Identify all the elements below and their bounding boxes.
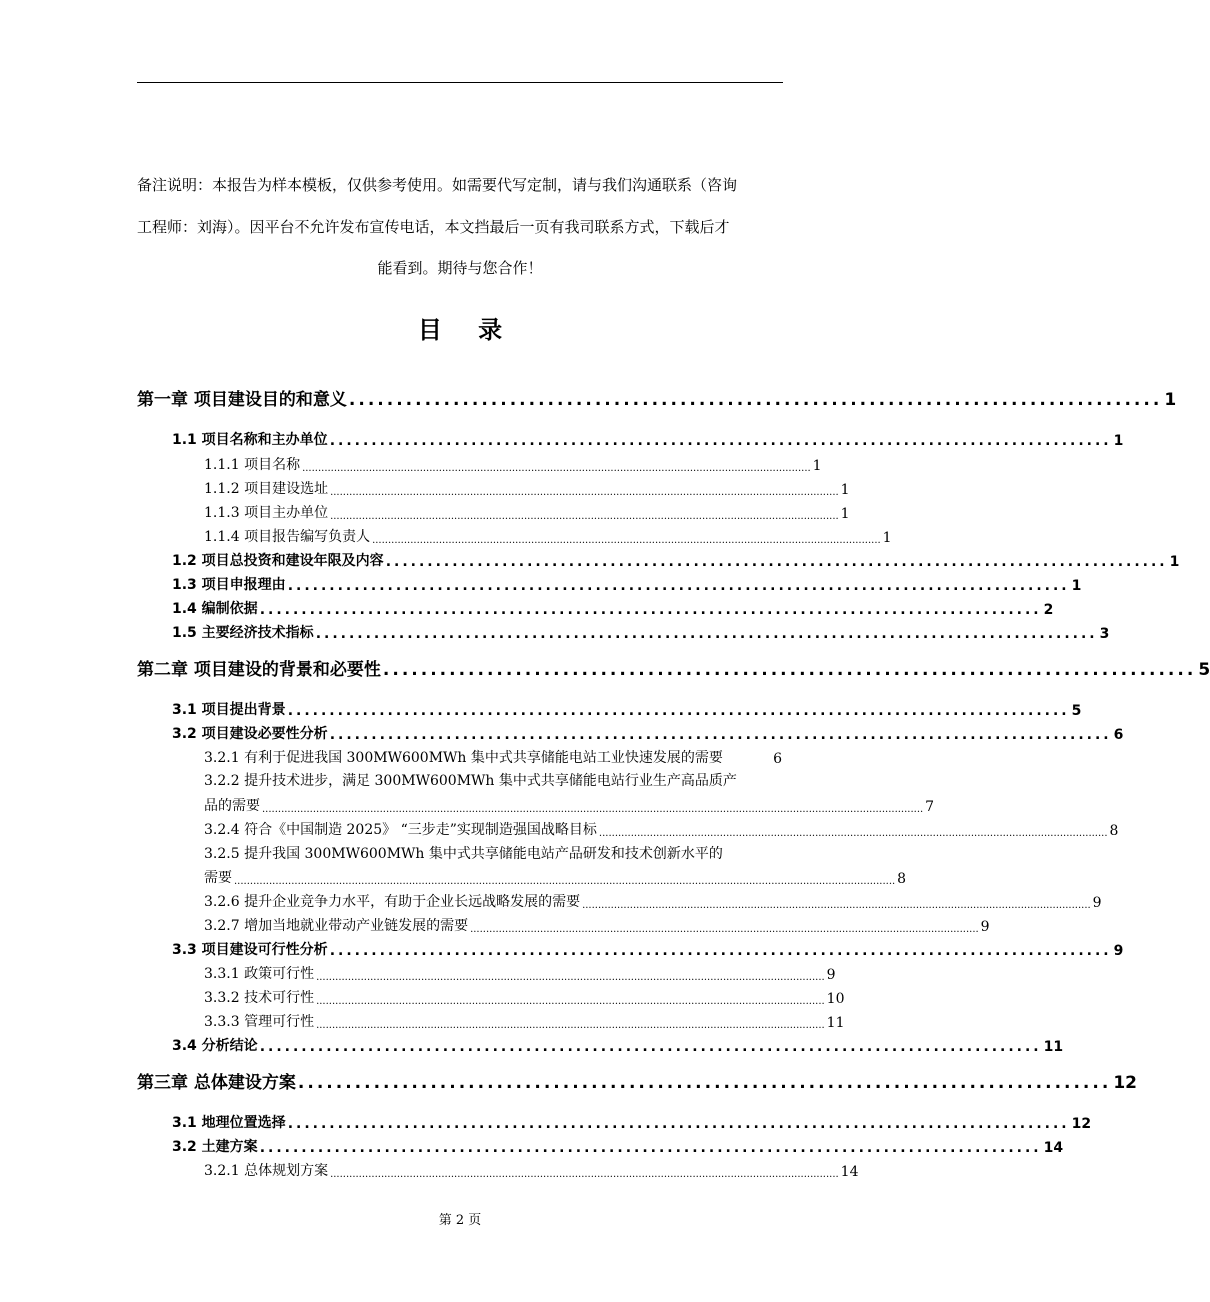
page-footer: 第 2 页 [438, 1213, 482, 1228]
toc-entry-3-2-6[interactable] [204, 891, 1102, 911]
toc-entry-3-1-location[interactable] [172, 1112, 1092, 1132]
toc-page-number: 10 [826, 991, 845, 1007]
toc-page-number: 9 [826, 967, 836, 983]
toc-entry-3-2-1[interactable] [204, 747, 782, 767]
toc-entry-title: 3.3.1 政策可行性 [204, 966, 315, 982]
toc-entry-title: 1.5 主要经济技术指标 [172, 625, 314, 641]
toc-entry-title: 3.2.7 增加当地就业带动产业链发展的需要 [204, 918, 469, 934]
toc-page-number: 9 [980, 919, 990, 935]
toc-entry-title: 3.3.3 管理可行性 [204, 1014, 315, 1030]
toc-entry-title: 1.1.2 项目建设选址 [204, 481, 329, 497]
toc-leader: ................................................................................................................................................................ [598, 828, 1108, 839]
toc-entry-3-3[interactable] [172, 939, 1124, 959]
toc-entry-1-3[interactable] [172, 574, 1082, 594]
toc-page-number: 3 [1099, 626, 1110, 642]
toc-entry-3-2-2-line-1[interactable]: 3.2.2 提升技术进步，满足 300MW600MWh 集中式共享储能电站行业生产高品质产 [204, 773, 737, 789]
toc-leader: .............................................................................................. [259, 1039, 1042, 1055]
toc-entry-1-1-3[interactable] [204, 502, 850, 522]
toc-page-number: 1 [1169, 554, 1180, 570]
toc-page-number: 1 [812, 458, 822, 474]
toc-entry-1-5[interactable] [172, 622, 1110, 642]
toc-entry-1-1-1[interactable] [204, 454, 822, 474]
toc-page-number: 6 [773, 751, 782, 767]
toc-leader: .............................................................................................. [259, 1140, 1042, 1156]
note-line-2: 工程师：刘海）。因平台不允许发布宣传电话，本文挡最后一页有我司联系方式，下载后才 [137, 218, 730, 236]
toc-leader: .............................................................................................. [329, 727, 1112, 743]
toc-leader: .............................................................................................. [329, 433, 1112, 449]
toc-entry-title: 1.2 项目总投资和建设年限及内容 [172, 553, 384, 569]
toc-page-number: 14 [1043, 1140, 1064, 1156]
toc-entry-3-4[interactable] [172, 1035, 1064, 1055]
toc-entry-title: 第一章 项目建设目的和意义 [137, 390, 347, 410]
toc-page-number: 5 [1071, 703, 1082, 719]
toc-page-number: 14 [840, 1164, 859, 1180]
toc-leader: .............................................................................................. [329, 943, 1112, 959]
toc-entry-chapter-2[interactable] [137, 655, 1210, 680]
toc-entry-3-2-civil[interactable] [172, 1136, 1064, 1156]
toc-entry-title: 1.3 项目申报理由 [172, 577, 286, 593]
toc-entry-3-2-4[interactable] [204, 819, 1119, 839]
toc-leader: ...................................................................................... [348, 390, 1163, 410]
toc-entry-title: 3.2.1 有利于促进我国 300MW600MWh 集中式共享储能电站工业快速发展的需要 [204, 750, 723, 766]
toc-entry-1-1[interactable] [172, 429, 1124, 449]
toc-leader: ................................................................................................................................................................ [470, 924, 979, 935]
toc-page-number: 9 [1092, 895, 1102, 911]
toc-entry-title: 第三章 总体建设方案 [137, 1073, 296, 1093]
toc-leader: ...................................................................................... [382, 660, 1197, 680]
toc-entry-3-1[interactable] [172, 699, 1082, 719]
toc-entry-1-1-4[interactable] [204, 526, 892, 546]
toc-entry-title: 需要 [204, 870, 232, 886]
toc-entry-3-2-7[interactable] [204, 915, 990, 935]
toc-entry-chapter-1[interactable] [137, 385, 1177, 410]
toc-leader: .............................................................................................. [315, 626, 1098, 642]
toc-entry-3-3-2[interactable] [204, 987, 845, 1007]
toc-page-number: 7 [925, 799, 935, 815]
toc-page-number: 1 [1164, 390, 1177, 410]
toc-leader: ................................................................................................................................................................ [316, 972, 825, 983]
toc-leader: ................................................................................................................................................................ [330, 511, 839, 522]
toc-leader: ................................................................................................................................................................ [582, 900, 1091, 911]
toc-entry-title: 3.1 项目提出背景 [172, 702, 286, 718]
toc-leader: ................................................................................................................................................................ [372, 535, 881, 546]
toc-page-number: 11 [1043, 1039, 1064, 1055]
toc-leader: ................................................................................................................................................................ [316, 1020, 825, 1031]
toc-entry-1-2[interactable] [172, 550, 1180, 570]
toc-entry-1-4[interactable] [172, 598, 1054, 618]
toc-entry-3-3-1[interactable] [204, 963, 836, 983]
toc-entry-3-2-1-plan[interactable] [204, 1160, 859, 1180]
toc-page-number: 8 [897, 871, 907, 887]
toc-entry-title: 1.4 编制依据 [172, 601, 258, 617]
toc-leader: ................................................................................................................................................................ [330, 1169, 839, 1180]
header-rule [137, 82, 783, 83]
toc-page-number: 9 [1113, 943, 1124, 959]
toc-leader: .............................................................................................. [287, 703, 1070, 719]
note-line-3: 能看到。期待与您合作！ [377, 259, 543, 277]
toc-entry-title: 1.1.1 项目名称 [204, 457, 301, 473]
toc-entry-3-2-2[interactable] [204, 795, 935, 815]
toc-entry-title: 3.2 项目建设必要性分析 [172, 726, 328, 742]
toc-page-number: 11 [826, 1015, 845, 1031]
toc-entry-1-1-2[interactable] [204, 478, 850, 498]
toc-page-number: 1 [840, 482, 850, 498]
toc-title: 目 录 [417, 316, 517, 344]
toc-page-number: 1 [1071, 578, 1082, 594]
toc-entry-title: 3.1 地理位置选择 [172, 1115, 286, 1131]
toc-entry-title: 品的需要 [204, 798, 260, 814]
toc-leader: .............................................................................................. [287, 578, 1070, 594]
toc-leader: ................................................................................................................................................................ [302, 463, 811, 474]
note-line-1: 备注说明：本报告为样本模板，仅供参考使用。如需要代写定制，请与我们沟通联系（咨询 [137, 176, 738, 194]
toc-entry-3-2-5-line-1[interactable]: 3.2.5 提升我国 300MW600MWh 集中式共享储能电站产品研发和技术创新水平的 [204, 846, 723, 862]
toc-entry-3-2[interactable] [172, 723, 1124, 743]
toc-entry-title: 1.1.4 项目报告编写负责人 [204, 529, 371, 545]
toc-page-number: 6 [1113, 727, 1124, 743]
toc-page-number: 2 [1043, 602, 1054, 618]
toc-entry-title: 第二章 项目建设的背景和必要性 [137, 660, 381, 680]
toc-leader: ................................................................................................................................................................ [316, 996, 825, 1007]
toc-page-number: 12 [1113, 1073, 1137, 1093]
toc-page-number: 1 [1113, 433, 1124, 449]
toc-leader: ................................................................................................................................................................................................................ [234, 876, 896, 887]
toc-entry-3-3-3[interactable] [204, 1011, 845, 1031]
toc-entry-title: 3.4 分析结论 [172, 1038, 258, 1054]
toc-entry-title: 3.2.6 提升企业竞争力水平，有助于企业长远战略发展的需要 [204, 894, 581, 910]
toc-entry-title: 3.3 项目建设可行性分析 [172, 942, 328, 958]
toc-leader: ...................................................................................... [297, 1073, 1112, 1093]
toc-entry-title: 1.1.3 项目主办单位 [204, 505, 329, 521]
toc-page-number: 5 [1198, 660, 1210, 680]
toc-leader: ................................................................................................................................................................................................................ [262, 804, 924, 815]
toc-leader: ................................................................................................................................................................ [330, 487, 839, 498]
toc-entry-title: 1.1 项目名称和主办单位 [172, 432, 328, 448]
toc-entry-chapter-3[interactable] [137, 1068, 1137, 1093]
toc-entry-title: 3.2.4 符合《中国制造 2025》 “三步走”实现制造强国战略目标 [204, 822, 597, 838]
toc-page-number: 1 [840, 506, 850, 522]
toc-page-number: 12 [1071, 1116, 1092, 1132]
toc-leader: .............................................................................................. [287, 1116, 1070, 1132]
toc-entry-title: 3.2.1 总体规划方案 [204, 1163, 329, 1179]
toc-leader: .............................................................................................. [259, 602, 1042, 618]
toc-page-number: 1 [882, 530, 892, 546]
toc-page-number: 8 [1109, 823, 1119, 839]
toc-entry-title: 3.3.2 技术可行性 [204, 990, 315, 1006]
toc-entry-title: 3.2 土建方案 [172, 1139, 258, 1155]
toc-entry-3-2-5[interactable] [204, 867, 907, 887]
toc-leader: .............................................................................................. [385, 554, 1168, 570]
